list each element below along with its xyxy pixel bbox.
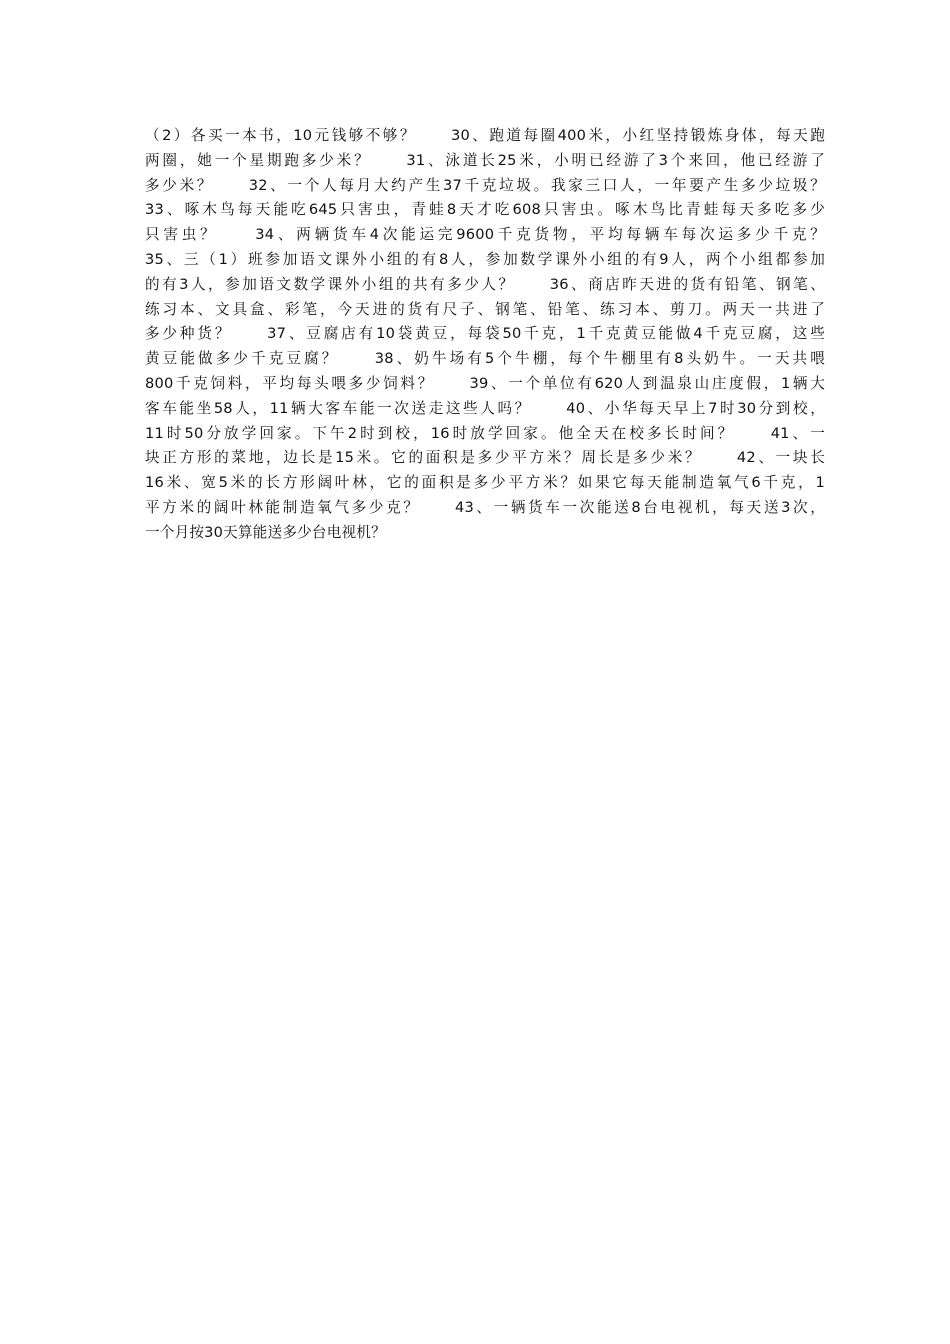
text-line: 33、啄木鸟每天能吃645只害虫，青蛙8天才吃608只害虫。啄木鸟比青蛙每天多吃多少 — [145, 201, 825, 219]
text-line: 两圈，她一个星期跑多少米？ 31、泳道长25米，小明已经游了3个来回，他已经游了 — [145, 151, 825, 169]
text-line: 练习本、文具盒、彩笔，今天进的货有尺子、钢笔、铅笔、练习本、剪刀。两天一共进了 — [145, 300, 825, 318]
text-line: 多少米？ 32、一个人每月大约产生37千克垃圾。我家三口人，一年要产生多少垃圾？ — [145, 176, 825, 194]
text-line: 11时50分放学回家。下午2时到校，16时放学回家。他全天在校多长时间？ 41、一 — [145, 424, 825, 442]
text-line: 平方米的阔叶林能制造氧气多少克？ 43、一辆货车一次能送8台电视机，每天送3次， — [145, 498, 825, 516]
text-line: （2）各买一本书，10元钱够不够？ 30、跑道每圈400米，小红坚持锻炼身体，每天跑 — [145, 127, 825, 144]
text-line: 多少种货？ 37、豆腐店有10袋黄豆，每袋50千克，1千克黄豆能做4千克豆腐，这些 — [145, 325, 825, 343]
problem-text-block — [145, 124, 825, 546]
text-line: 35、三（1）班参加语文课外小组的有8人，参加数学课外小组的有9人，两个小组都参加 — [145, 250, 825, 268]
text-line: 16米、宽5米的长方形阔叶林，它的面积是多少平方米？如果它每天能制造氧气6千克，1 — [145, 474, 825, 492]
text-line: 只害虫？ 34、两辆货车4次能运完9600千克货物，平均每辆车每次运多少千克？ — [145, 226, 825, 244]
text-line: 黄豆能做多少千克豆腐？ 38、奶牛场有5个牛棚，每个牛棚里有8头奶牛。一天共喂 — [145, 350, 825, 368]
text-line: 的有3人，参加语文数学课外小组的共有多少人？ 36、商店昨天进的货有铅笔、钢笔、 — [145, 275, 825, 293]
text-line: 客车能坐58人，11辆大客车能一次送走这些人吗？ 40、小华每天早上7时30分到校， — [145, 399, 825, 417]
text-line: 一个月按30天算能送多少台电视机？ — [145, 523, 386, 541]
text-line: 块正方形的菜地，边长是15米。它的面积是多少平方米？周长是多少米？ 42、一块长 — [145, 449, 825, 467]
text-line: 800千克饲料，平均每头喂多少饲料？ 39、一个单位有620人到温泉山庄度假，1辆大 — [145, 374, 825, 392]
